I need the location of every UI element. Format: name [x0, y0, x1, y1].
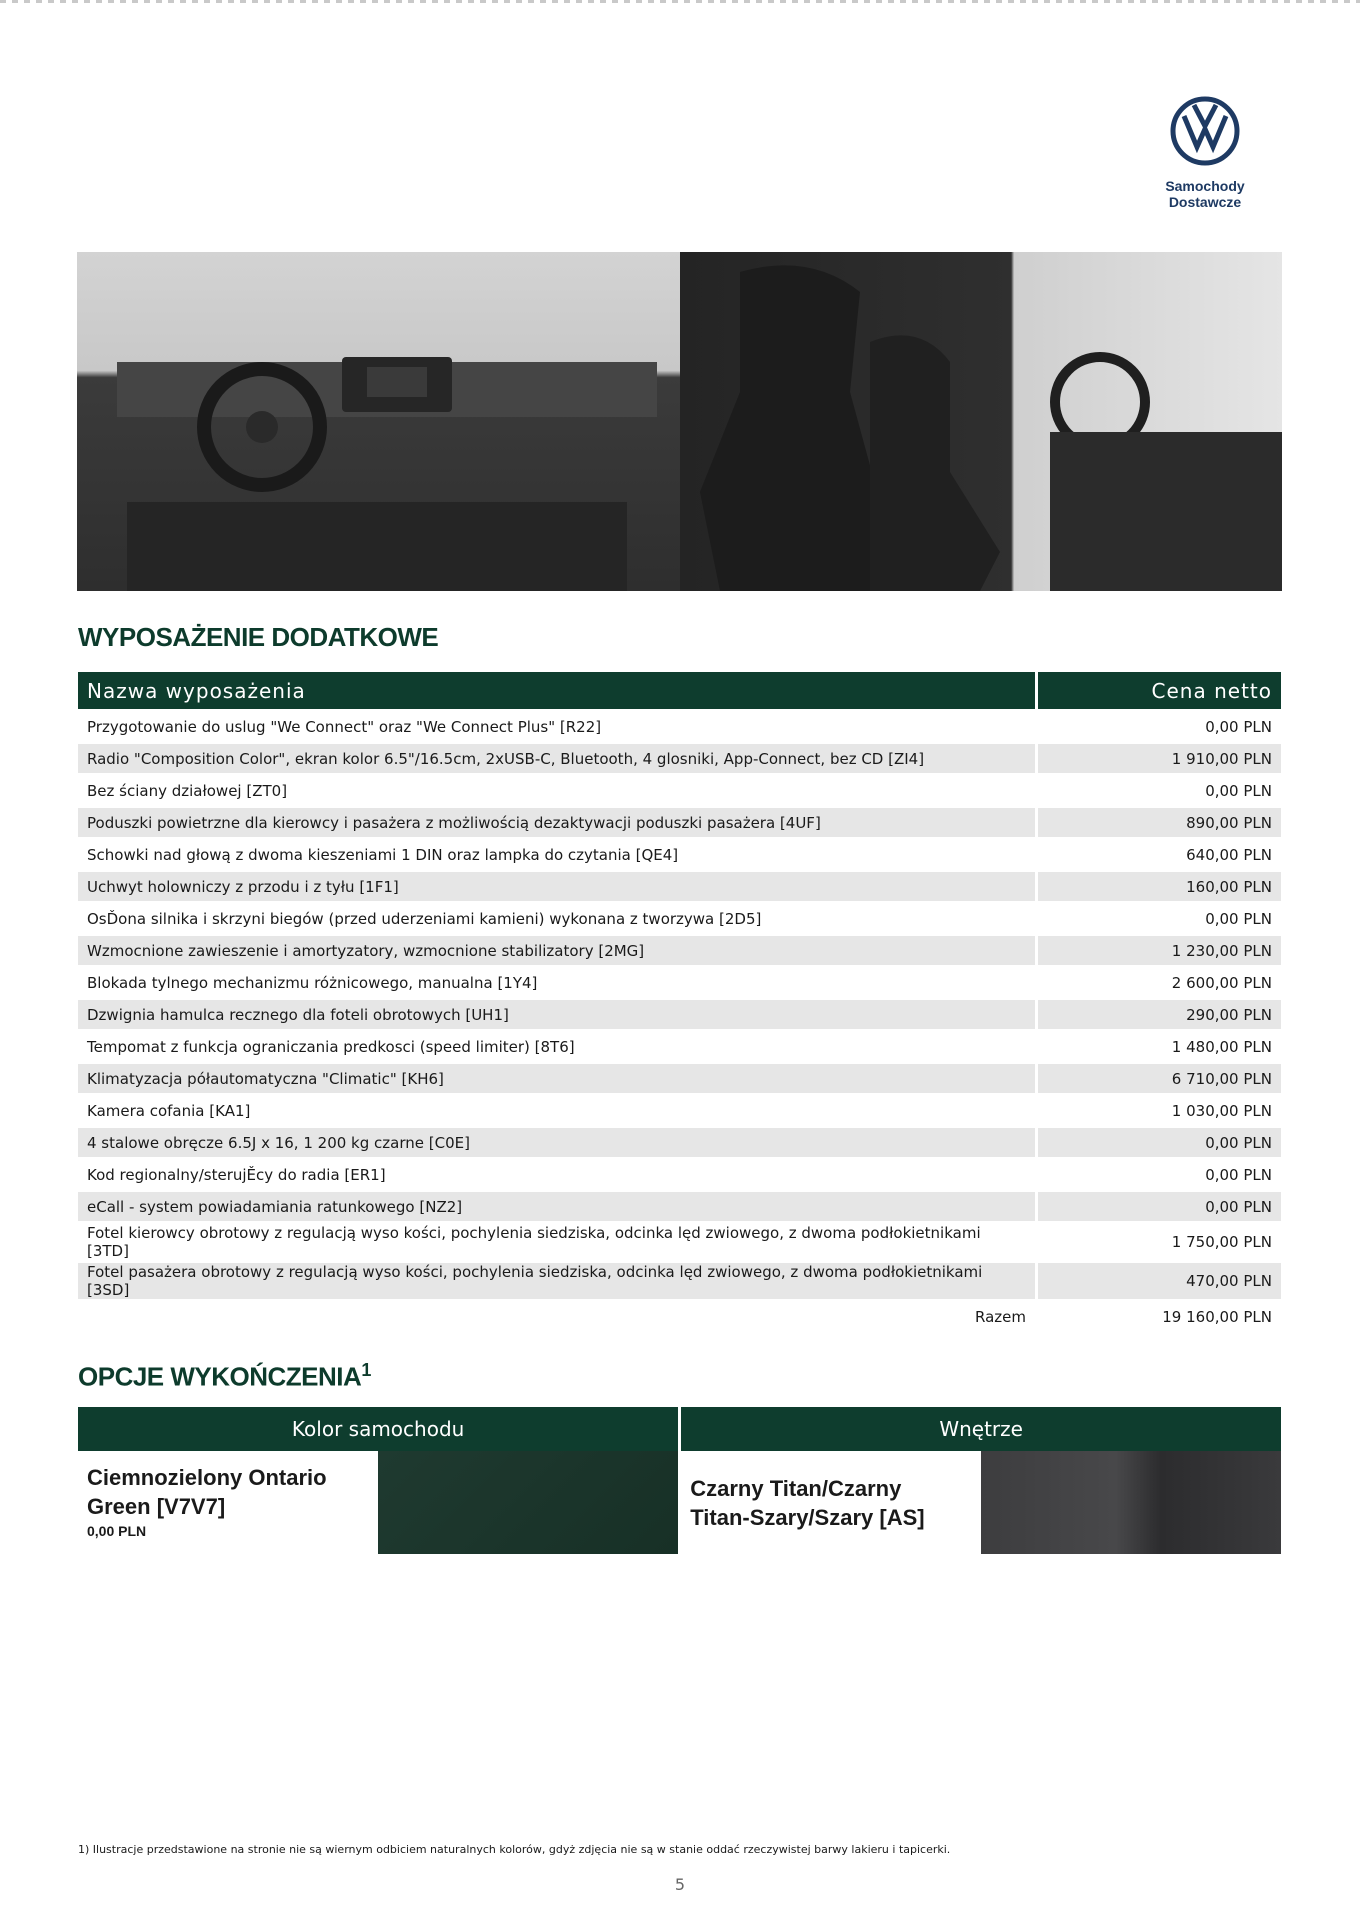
finish-title [78, 1360, 371, 1393]
equipment-table [78, 669, 1281, 1334]
equipment-name: Przygotowanie do uslug "We Connect" oraz "We Connect Plus" [R22] [87, 717, 602, 736]
equipment-price: 0,00 PLN [1035, 1128, 1281, 1157]
equipment-name: Blokada tylnego mechanizmu różnicowego, manualna [1Y4] [87, 973, 538, 992]
col-car-color: Kolor samochodu [78, 1407, 680, 1451]
interior-swatch-cell [981, 1451, 1281, 1554]
equipment-row [78, 1064, 1281, 1093]
equipment-price: 1 480,00 PLN [1035, 1032, 1281, 1061]
equipment-price: 160,00 PLN [1035, 872, 1281, 901]
equipment-name: Poduszki powietrzne dla kierowcy i pasażera z możliwością dezaktywacji poduszki pasażera [4UF] [78, 808, 1035, 837]
equipment-title: WYPOSAŻENIE DODATKOWE [78, 622, 439, 652]
vw-logo [1163, 96, 1247, 210]
color-name-line-1: Ciemnozielony Ontario [87, 1465, 327, 1490]
equipment-row [78, 1000, 1281, 1029]
brand-line-1: Samochody [1165, 178, 1245, 194]
equipment-row [78, 744, 1281, 773]
finish-table [78, 1407, 1281, 1554]
total-value: 19 160,00 PLN [1035, 1302, 1281, 1331]
equipment-price: 0,00 PLN [1035, 904, 1281, 933]
page-top-border [0, 0, 1360, 3]
equipment-row [78, 1224, 1281, 1260]
equipment-price: 890,00 PLN [1035, 808, 1281, 837]
equipment-name: Wzmocnione zawieszenie i amortyzatory, wzmocnione stabilizatory [2MG] [78, 936, 1035, 965]
col-interior: Wnętrze [680, 1407, 1281, 1451]
equipment-name: Dzwignia hamulca recznego dla foteli obrotowych [UH1] [78, 1000, 1035, 1029]
equipment-row [78, 1160, 1281, 1189]
interior-swatch [981, 1451, 1281, 1554]
equipment-price: 1 030,00 PLN [1035, 1096, 1281, 1125]
finish-title-text: OPCJE WYKOŃCZENIA [78, 1361, 362, 1392]
color-price: 0,00 PLN [87, 1523, 147, 1539]
finish-row [78, 1451, 1281, 1554]
equipment-name: Fotel kierowcy obrotowy z regulacją wyso kości, pochylenia siedziska, odcinka lęd zwiowego, z dwoma podłokietnikami [3TD] [87, 1224, 981, 1260]
equipment-row [78, 1263, 1281, 1299]
color-option [78, 1451, 378, 1554]
equipment-name: Uchwyt holowniczy z przodu i z tyłu [1F1] [78, 872, 1035, 901]
seats-photo [680, 252, 1282, 591]
total-label: Razem [78, 1302, 1035, 1331]
equipment-row [78, 1192, 1281, 1221]
page-number: 5 [674, 1875, 686, 1894]
equipment-row [78, 1128, 1281, 1157]
equipment-price: 1 910,00 PLN [1035, 744, 1281, 773]
equipment-name: Fotel pasażera obrotowy z regulacją wyso kości, pochylenia siedziska, odcinka lęd zwiowego, z dwoma podłokietnikami [3SD] [78, 1263, 1035, 1299]
equipment-name: Radio "Composition Color", ekran kolor 6.5"/16.5cm, 2xUSB-C, Bluetooth, 4 glosniki, App-Connect, bez CD [ZI4] [78, 744, 1035, 773]
vw-emblem-icon [1170, 96, 1240, 166]
equipment-price: 470,00 PLN [1035, 1263, 1281, 1299]
equipment-price: 290,00 PLN [1035, 1000, 1281, 1029]
finish-header-row [78, 1407, 1281, 1451]
equipment-price: 0,00 PLN [1035, 712, 1281, 741]
equipment-price: 0,00 PLN [1035, 1160, 1281, 1189]
equipment-name: Tempomat z funkcja ograniczania predkosci (speed limiter) [8T6] [87, 1037, 575, 1056]
equipment-price: 0,00 PLN [1035, 1192, 1281, 1221]
equipment-row [78, 968, 1281, 997]
equipment-name: Kod regionalny/sterujĚcy do radia [ER1] [87, 1165, 386, 1184]
footnote: 1) Ilustracje przedstawione na stronie nie są wiernym odbiciem naturalnych kolorów, gdyż zdjęcia nie są w stanie oddać rzeczywistej barwy lakieru i tapicerki. [78, 1843, 951, 1856]
equipment-header-row [78, 672, 1281, 709]
equipment-row [78, 1032, 1281, 1061]
dashboard-photo [77, 252, 680, 591]
equipment-name: Klimatyzacja półautomatyczna "Climatic" [KH6] [78, 1064, 1035, 1093]
equipment-name: 4 stalowe obręcze 6.5J x 16, 1 200 kg czarne [C0E] [78, 1128, 1035, 1157]
equipment-row [78, 904, 1281, 933]
equipment-row [78, 808, 1281, 837]
color-name-line-2: Green [V7V7] [87, 1494, 226, 1519]
total-row [78, 1302, 1281, 1331]
equipment-row [78, 712, 1281, 741]
col-net-price: Cena netto [1035, 672, 1281, 709]
equipment-row [78, 872, 1281, 901]
equipment-name: OsĎona silnika i skrzyni biegów (przed uderzeniami kamieni) wykonana z tworzywa [2D5] [87, 909, 762, 928]
brand-line-2: Dostawcze [1168, 194, 1242, 210]
equipment-row [78, 776, 1281, 805]
equipment-row [78, 936, 1281, 965]
equipment-name: eCall - system powiadamiania ratunkowego [NZ2] [78, 1192, 1035, 1221]
interior-option [680, 1451, 981, 1554]
finish-title-footnote-ref: 1 [361, 1360, 371, 1380]
brand-name [1163, 178, 1247, 210]
equipment-price: 2 600,00 PLN [1035, 968, 1281, 997]
interior-name-line-1: Czarny Titan/Czarny [690, 1475, 902, 1501]
equipment-price: 1 230,00 PLN [1035, 936, 1281, 965]
equipment-row [78, 840, 1281, 869]
equipment-price: 640,00 PLN [1035, 840, 1281, 869]
interior-name-line-2: Titan-Szary/Szary [AS] [690, 1504, 925, 1530]
col-equipment-name: Nazwa wyposażenia [78, 672, 1035, 709]
equipment-name: Bez ściany działowej [ZT0] [87, 781, 288, 800]
equipment-row [78, 1096, 1281, 1125]
color-swatch-cell [378, 1451, 680, 1554]
color-swatch [378, 1451, 678, 1554]
equipment-name: Kamera cofania [KA1] [87, 1101, 251, 1120]
equipment-price: 0,00 PLN [1035, 776, 1281, 805]
equipment-price: 1 750,00 PLN [1035, 1224, 1281, 1260]
equipment-name: Schowki nad głową z dwoma kieszeniami 1 DIN oraz lampka do czytania [QE4] [87, 845, 679, 864]
interior-photos [77, 252, 1282, 591]
equipment-price: 6 710,00 PLN [1035, 1064, 1281, 1093]
